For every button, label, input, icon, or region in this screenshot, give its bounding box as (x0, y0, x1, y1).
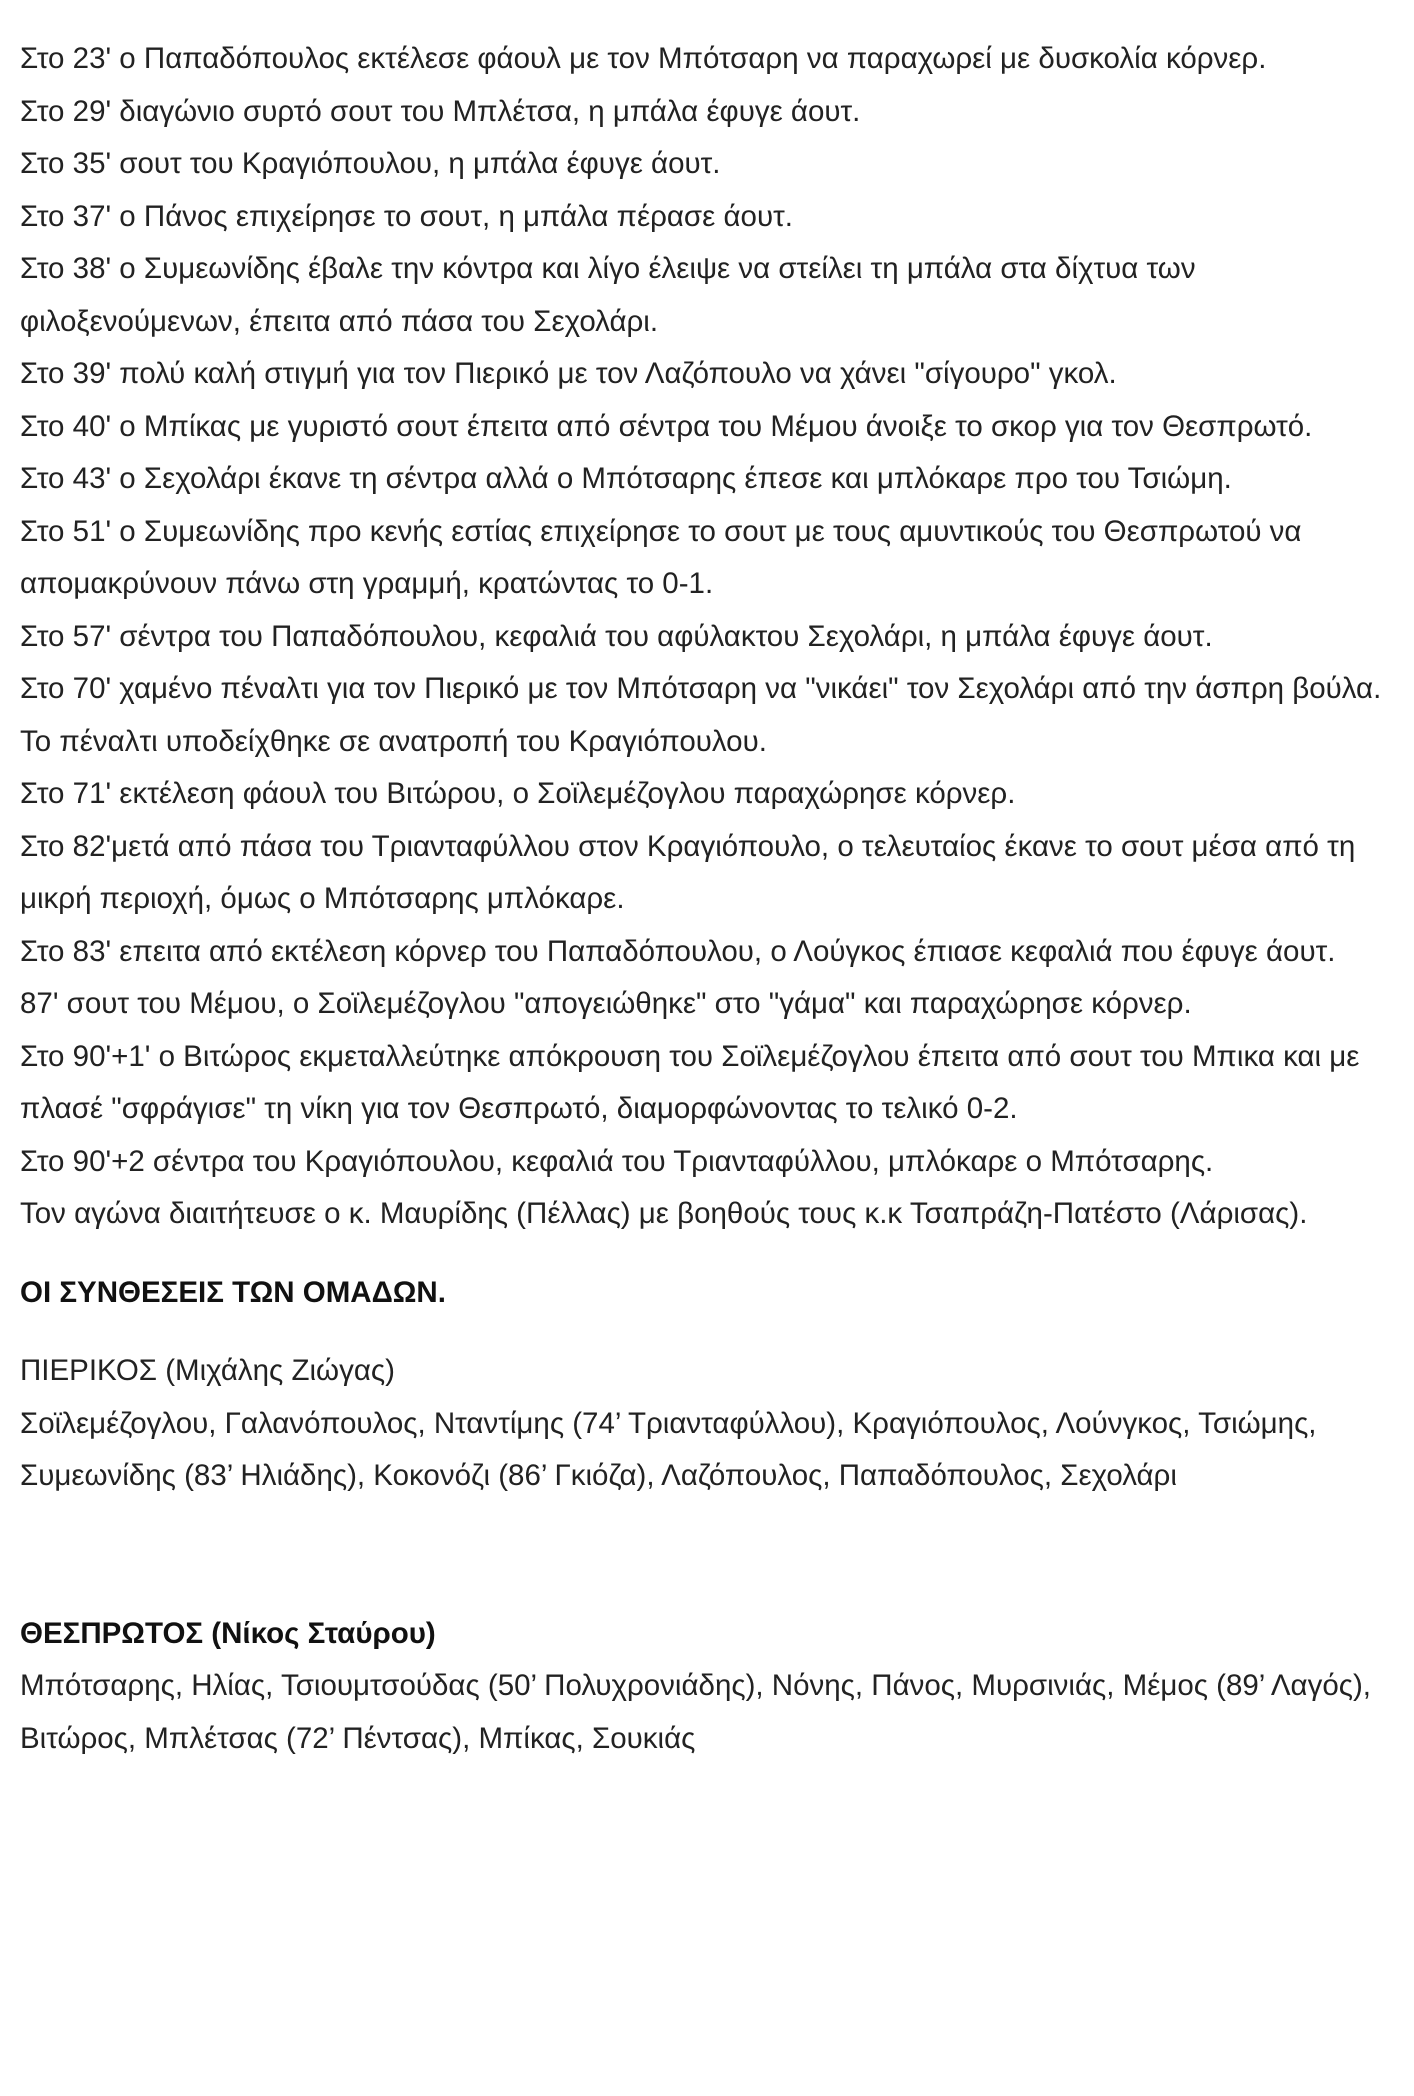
team-name: ΠΙΕΡΙΚΟΣ (Μιχάλης Ζιώγας) (20, 1354, 395, 1387)
event-paragraph: Στο 37' ο Πάνος επιχείρησε το σουτ, η μπάλα πέρασε άουτ. (20, 199, 793, 233)
event-paragraph: Στο 71' εκτέλεση φάουλ του Βιτώρου, ο Σοϊλεμέζογλου παραχώρησε κόρνερ. (20, 777, 1016, 810)
event-paragraph: Στο 57' σέντρα του Παπαδόπουλου, κεφαλιά του αφύλακτου Σεχολάρι, η μπάλα έφυγε άουτ. (20, 619, 1213, 653)
spacer (20, 1241, 1405, 1267)
event-paragraph: Στο 51' ο Συμεωνίδης προ κενής εστίας επιχείρησε το σουτ με τους αμυντικούς του Θεσπρωτού να απομακρύνουν πάνω στη γραμμή, κρατώντας το 0-1. (20, 514, 1302, 600)
team-lineup-pierikos (20, 1345, 1405, 1503)
event-paragraph: Στο 39' πολύ καλή στιγμή για τον Πιερικό με τον Λαζόπουλο να χάνει "σίγουρο" γκολ. (20, 357, 1117, 390)
team-players: Μπότσαρης, Ηλίας, Τσιουμτσούδας (50’ Πολυχρονιάδης), Νόνης, Πάνος, Μυρσινιάς, Μέμος (89’ Λαγός), Βιτώρος, Μπλέτσας (72’ Πέντσας), Μπίκας, Σουκιάς (20, 1669, 1371, 1755)
team-players: Σοϊλεμέζογλου, Γαλανόπουλος, Νταντίμης (74’ Τριανταφύλλου), Κραγιόπουλος, Λούνγκος, Τσιώμης, Συμεωνίδης (83’ Ηλιάδης), Κοκονόζι (86’ Γκιόζα), Λαζόπουλος, Παπαδόπουλος, Σεχολάρι (20, 1406, 1317, 1492)
match-events (20, 33, 1405, 1241)
spacer (20, 1503, 1405, 1608)
article-body (20, 33, 1405, 1765)
team-lineup-thesprotos (20, 1608, 1405, 1766)
event-paragraph: Στο 35' σουτ του Κραγιόπουλου, η μπάλα έφυγε άουτ. (20, 147, 721, 180)
referee-paragraph: Τον αγώνα διαιτήτευσε ο κ. Μαυρίδης (Πέλλας) με βοηθούς τους κ.κ Τσαπράζη-Πατέστο (Λάρισας). (20, 1197, 1308, 1230)
event-paragraph: Στο 29' διαγώνιο συρτό σουτ του Μπλέτσα, η μπάλα έφυγε άουτ. (20, 94, 861, 128)
event-paragraph: Στο 70' χαμένο πέναλτι για τον Πιερικό με τον Μπότσαρη να "νικάει" τον Σεχολάρι από την άσπρη βούλα. Το πέναλτι υποδείχθηκε σε ανατροπή του Κραγιόπουλου. (20, 672, 1382, 758)
team-name: ΘΕΣΠΡΩΤΟΣ (Νίκος Σταύρου) (20, 1616, 436, 1650)
event-paragraph: Στο 90'+1' ο Βιτώρος εκμεταλλεύτηκε απόκρουση του Σοϊλεμέζογλου έπειτα από σουτ του Μπικα και με πλασέ "σφράγισε" τη νίκη για τον Θεσπρωτό, διαμορφώνοντας το τελικό 0-2. (20, 1039, 1360, 1125)
event-paragraph: Στο 90'+2 σέντρα του Κραγιόπουλου, κεφαλιά του Τριανταφύλλου, μπλόκαρε ο Μπότσαρης. (20, 1144, 1214, 1178)
event-paragraph: Στο 83' επειτα από εκτέλεση κόρνερ του Παπαδόπουλου, ο Λούγκος έπιασε κεφαλιά που έφυγε άουτ. (20, 934, 1336, 968)
lineups-heading: ΟΙ ΣΥΝΘΕΣΕΙΣ ΤΩΝ ΟΜΑΔΩΝ. (20, 1275, 446, 1309)
event-paragraph: Στο 40' ο Μπίκας με γυριστό σουτ έπειτα από σέντρα του Μέμου άνοιξε το σκορ για τον Θεσπρωτό. (20, 409, 1313, 443)
event-paragraph: Στο 43' ο Σεχολάρι έκανε τη σέντρα αλλά ο Μπότσαρης έπεσε και μπλόκαρε προ του Τσιώμη. (20, 462, 1232, 495)
spacer (20, 1319, 1405, 1345)
event-paragraph: Στο 23' ο Παπαδόπουλος εκτέλεσε φάουλ με τον Μπότσαρη να παραχωρεί με δυσκολία κόρνερ. (20, 42, 1267, 75)
event-paragraph: 87' σουτ του Μέμου, ο Σοϊλεμέζογλου "απογειώθηκε" στο "γάμα" και παραχώρησε κόρνερ. (20, 987, 1192, 1020)
event-paragraph: Στο 82'μετά από πάσα του Τριανταφύλλου στον Κραγιόπουλο, ο τελευταίος έκανε το σουτ μέσα από τη μικρή περιοχή, όμως ο Μπότσαρης μπλόκαρε. (20, 829, 1356, 915)
event-paragraph: Στο 38' ο Συμεωνίδης έβαλε την κόντρα και λίγο έλειψε να στείλει τη μπάλα στα δίχτυα των φιλοξενούμενων, έπειτα από πάσα του Σεχολάρι. (20, 252, 1196, 338)
